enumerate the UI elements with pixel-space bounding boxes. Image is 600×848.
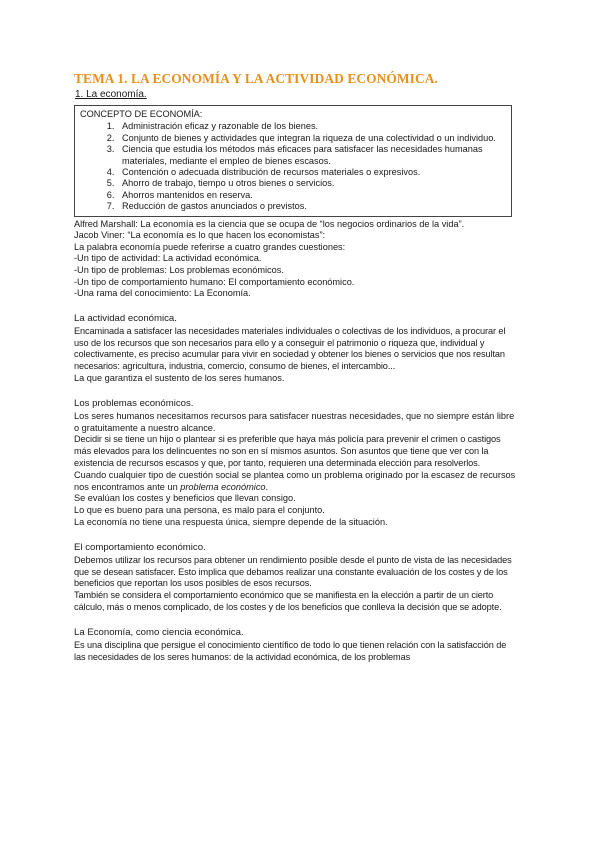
paragraph bbox=[74, 470, 520, 494]
section-heading: El comportamiento económico. bbox=[74, 541, 206, 553]
intro-line: -Un tipo de comportamiento humano: El comportamiento económico. bbox=[74, 276, 355, 287]
paragraph: La que garantiza el sustento de los seres humanos. bbox=[74, 373, 285, 383]
intro-line: -Un tipo de actividad: La actividad económica. bbox=[74, 253, 262, 264]
paragraph: Decidir si se tiene un hijo o plantear si es preferible que haya más policía para prevenir el crimen o castigos más elevados para los delincuentes no son en sí mismos asuntos. Son asuntos que tiene que ver con la existencia de recursos escasos y que, por tanto, requieren una determinada elección para resolverlos. bbox=[74, 434, 501, 468]
concept-item: 2. Conjunto de bienes y actividades que integran la riqueza de una colectividad o un individuo. bbox=[117, 133, 505, 144]
paragraph: Se evalúan los costes y beneficios que llevan consigo. bbox=[74, 493, 296, 504]
section-heading: Los problemas económicos. bbox=[74, 397, 194, 409]
concept-list bbox=[80, 121, 505, 212]
section-comportamiento bbox=[74, 541, 600, 614]
paragraph-text: Cuando cualquier tipo de cuestión social se plantea como un problema originado por la escasez de recursos nos encontramos ante un bbox=[74, 469, 516, 492]
section-heading: La Economía, como ciencia económica. bbox=[74, 626, 244, 638]
paragraph: Los seres humanos necesitamos recursos para satisfacer nuestras necesidades, que no siempre están libre o gratuitamente a nuestro alcance. bbox=[74, 410, 515, 433]
paragraph: Lo que es bueno para una persona, es malo para el conjunto. bbox=[74, 505, 325, 516]
intro-line: Jacob Viner: “La economía es lo que hacen los economistas”: bbox=[74, 230, 326, 241]
concept-box bbox=[74, 105, 512, 217]
intro-block bbox=[74, 219, 600, 300]
document-title: TEMA 1. LA ECONOMÍA Y LA ACTIVIDAD ECONÓMICA. bbox=[74, 71, 438, 86]
paragraph: Encaminada a satisfacer las necesidades materiales individuales o colectivas de los individuos, a procurar el uso de los recursos que son necesarios para ello y a conseguir el patrimonio o riqueza que, individual y colectivamente, es preciso acumular para vivir en sociedad y obtener los bienes o servicios que nos resultan necesarios: agricultura, industria, comercio, consumo de bienes, el intercambio... bbox=[74, 325, 506, 372]
paragraph: Debemos utilizar los recursos para obtener un rendimiento posible desde el punto de vista de las necesidades que se desean satisfacer. Esto implica que debamos realizar una constante evaluación de los costes y de los beneficios que reportan los usos posibles de esos recursos. bbox=[74, 554, 512, 589]
concept-item: 7. Reducción de gastos anunciados o previstos. bbox=[117, 201, 505, 212]
paragraph: La economía no tiene una respuesta única, siempre depende de la situación. bbox=[74, 516, 388, 527]
intro-line: -Un tipo de problemas: Los problemas económicos. bbox=[74, 265, 284, 276]
paragraph: Es una disciplina que persigue el conocimiento científico de todo lo que tienen relación con la satisfacción de las necesidades de los seres humanos: de la actividad económica, de los problemas bbox=[74, 639, 507, 662]
section-heading: La actividad económica. bbox=[74, 312, 177, 324]
concept-item: 6. Ahorros mantenidos en reserva. bbox=[117, 190, 505, 201]
concept-box-heading: CONCEPTO DE ECONOMÍA: bbox=[80, 109, 203, 119]
concept-item: 4. Contención o adecuada distribución de recursos materiales o expresivos. bbox=[117, 167, 505, 178]
concept-item: 1. Administración eficaz y razonable de los bienes. bbox=[117, 121, 505, 132]
concept-item: 3. Ciencia que estudia los métodos más eficaces para satisfacer las necesidades humanas materiales, mediante el empleo de bienes escasos. bbox=[117, 144, 505, 167]
section-ciencia bbox=[74, 626, 600, 664]
section-actividad bbox=[74, 312, 600, 385]
section-subtitle: 1. La economía. bbox=[75, 89, 147, 100]
intro-line: -Una rama del conocimiento: La Economía. bbox=[74, 288, 251, 299]
paragraph: También se considera el comportamiento económico que se manifiesta en la elección a partir de un cierto cálculo, más o menos complicado, de los costes y de los beneficios que conlleva la decisión que se adopte. bbox=[74, 590, 502, 612]
section-problemas bbox=[74, 397, 600, 529]
paragraph-text: . bbox=[265, 481, 269, 492]
concept-item: 5. Ahorro de trabajo, tiempo u otros bienes o servicios. bbox=[117, 178, 505, 189]
intro-line: La palabra economía puede referirse a cuatro grandes cuestiones: bbox=[74, 241, 346, 252]
emphasis-text: problema económico bbox=[180, 481, 266, 492]
intro-line: Alfred Marshall: La economía es la ciencia que se ocupa de “los negocios ordinarios de la vida”. bbox=[74, 218, 465, 229]
